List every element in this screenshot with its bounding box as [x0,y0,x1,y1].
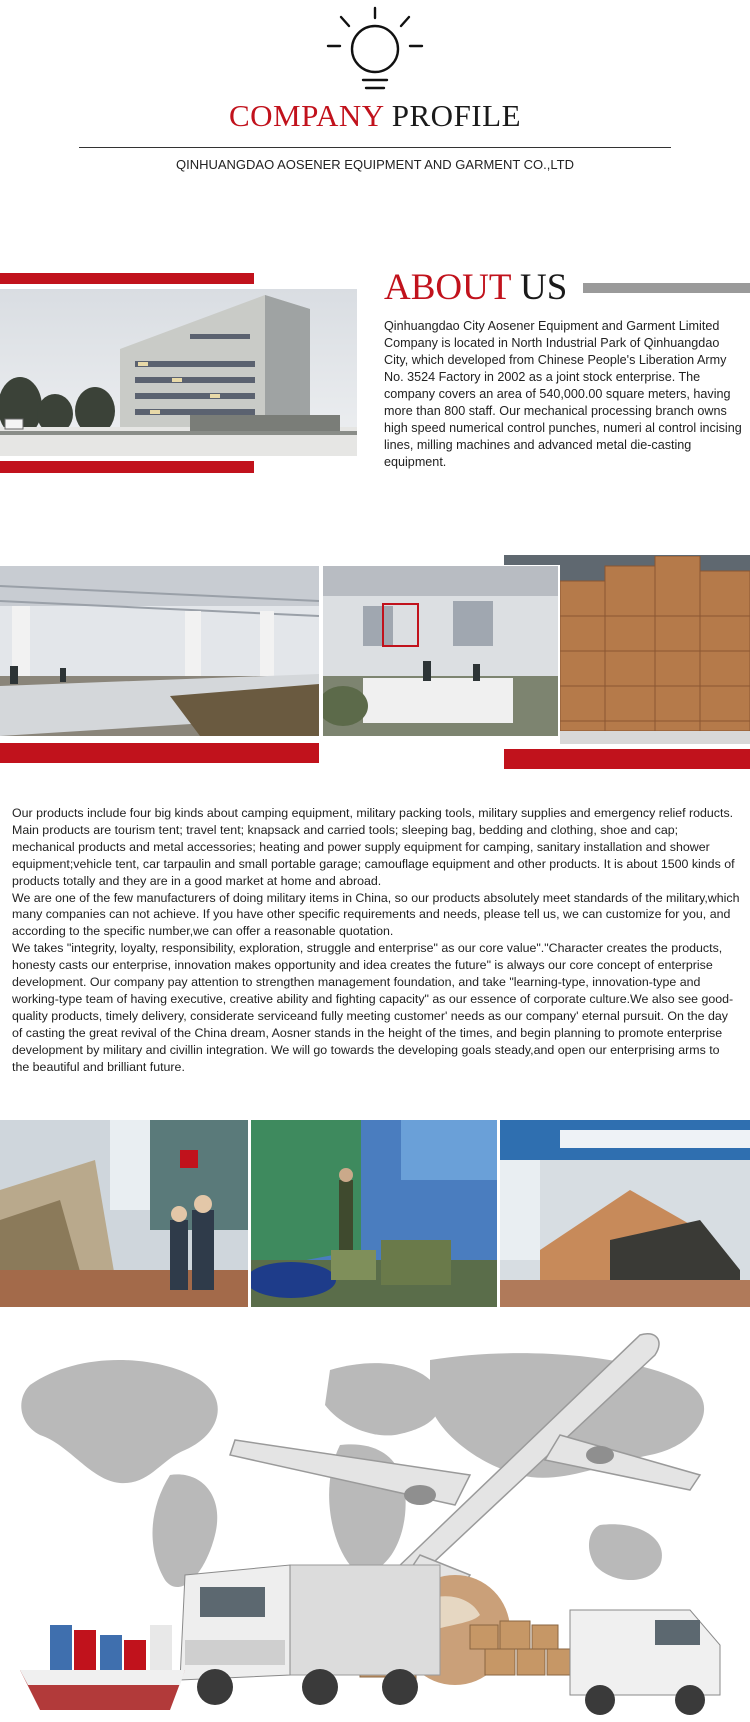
global-logistics-illustration [0,1325,750,1722]
page-title: COMPANY PROFILE [228,98,522,133]
exhibition-tent-photo [0,1120,248,1307]
exhibition-camping-photo [251,1120,497,1307]
sun-lightbulb-icon [325,4,425,96]
accent-bar [0,743,319,763]
accent-bar [0,273,254,284]
title-divider [79,147,671,148]
about-title-bar [583,283,750,293]
accent-bar [504,749,750,769]
products-paragraph: We takes "integrity, loyalty, responsibility, exploration, struggle and enterprise" as our core value"."Character creates the products, honesty casts our enterprise, innovation makes opportunity and idea creates the future" is always our core concept of enterprise development. Our company pay attention to strengthen management foundation, and take "learning-type, innovation-type and working-type team of having executive, creative ability and fighting capacity" as our essence of corporate culture.We also see good-quality products, timely delivery, considerate serviceand fully meeting customer' needs as our company' eternal pursuit. On the day of casting the great revival of the China dream, Aosner stands in the height of the times, and begin planning to promote enterprise development by military and civillin integration. We will go towards the developing goals steady,and open our enterprising arms to the beautiful and brilliant future. [12,941,734,1074]
company-products-text [12,805,740,1076]
exhibition-booth-photo [500,1120,750,1307]
about-description: Qinhuangdao City Aosener Equipment and Garment Limited Company is located in North Industrial Park of Qinhuangdao City, which developed from Chinese People's Liberation Army No. 3524 Factory in 2002 as a joint stock enterprise. The company covers an area of 540,000.00 square meters, having more than 800 staff. Our mechanical processing branch owns high speed numerical control punches, numeri al control incising lines, milling machines and advanced metal die-casting equipment. [384,319,742,469]
products-paragraph: We are one of the few manufacturers of doing military items in China, so our products absolutely meet standards of the military,which many companies can not achieve. If you have other specific requirements and needs, please tell us, we can customize for you, and according to the specific number,we can offer a reasonable quotation. [12,890,740,939]
about-title: ABOUT US [384,267,568,308]
accent-bar [0,461,254,473]
warehouse-boxes-photo [560,556,750,744]
workshop-sewing-photo [0,566,319,736]
workshop-tent-photo [323,566,558,736]
factory-building-photo [0,289,357,456]
products-paragraph: Our products include four big kinds about camping equipment, military packing tools, military supplies and emergency relief roducts. Main products are tourism tent; travel tent; knapsack and carried tools; sleeping bag, bedding and clothing, shoe and cap; mechanical products and metal accessories; heating and power supply equipment for camping, sanitary installation and shower equipment;vehicle tent, car tarpaulin and small portable garage; camouflage equipment and other products. It is about 1500 kinds of products totally and they are in a good market at home and abroad. [12,806,735,888]
company-name: QINHUANGDAO AOSENER EQUIPMENT AND GARMENT CO.,LTD [175,157,574,172]
